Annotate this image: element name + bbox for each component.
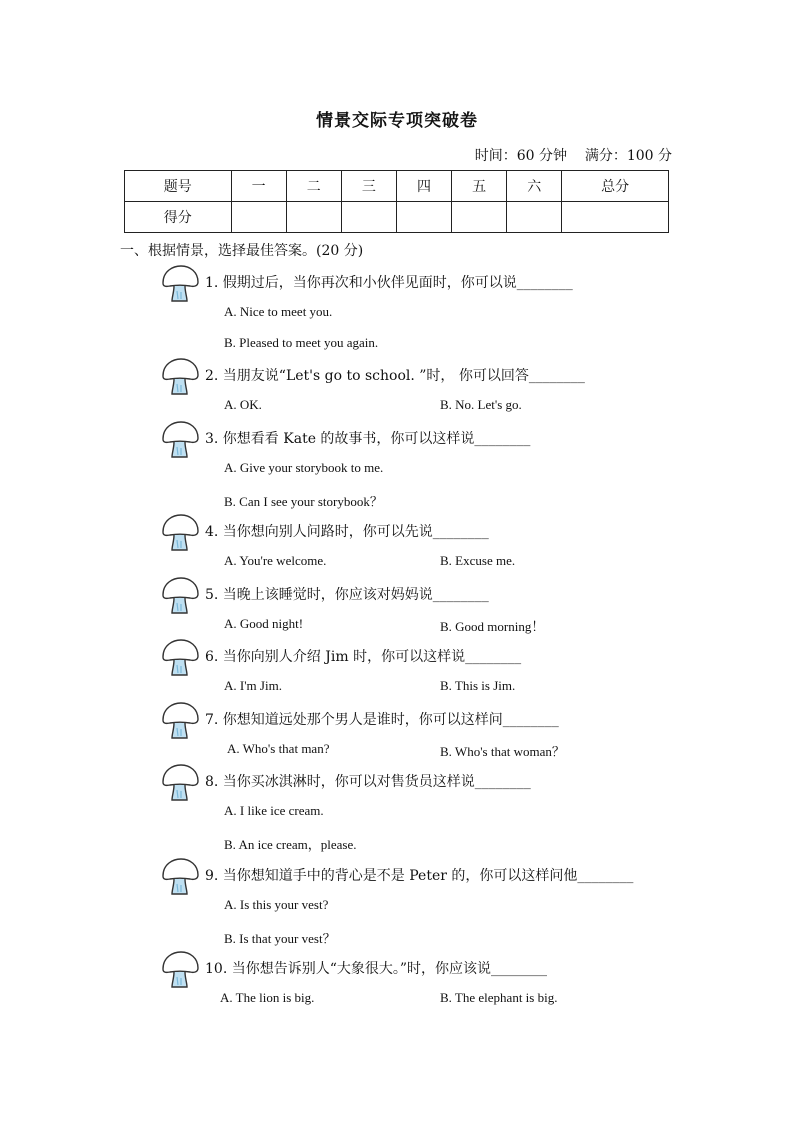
score-table-header-row	[125, 171, 669, 202]
score-header-cell: 总分	[562, 171, 669, 202]
score-cell[interactable]	[231, 202, 286, 233]
score-header-cell: 二	[286, 171, 341, 202]
option-b: B. Good morning！	[440, 619, 545, 634]
question-text: 8. 当你买冰淇淋时，你可以对售货员这样说________	[205, 774, 531, 790]
mushroom-icon	[160, 264, 200, 304]
score-header-cell: 题号	[125, 171, 232, 202]
score-table	[124, 170, 669, 233]
option-b: B. This is Jim.	[440, 678, 516, 693]
option-a: A. The lion is big.	[220, 990, 315, 1005]
mushroom-icon	[160, 638, 200, 678]
option-b: B. Is that your vest？	[224, 931, 336, 946]
option-a: A. Good night!	[224, 616, 304, 631]
question-text: 10. 当你想告诉别人“大象很大。”时，你应该说________	[205, 961, 548, 977]
question-text: 7. 你想知道远处那个男人是谁时，你可以这样问________	[205, 712, 559, 728]
score-cell[interactable]	[452, 202, 507, 233]
option-b: B. Who's that woman？	[440, 744, 565, 759]
score-header-cell: 三	[341, 171, 396, 202]
score-table-score-row	[125, 202, 669, 233]
exam-meta: 时间：60 分钟 满分：100 分	[474, 148, 672, 164]
score-cell[interactable]	[396, 202, 451, 233]
option-b: B. An ice cream，please.	[224, 837, 357, 852]
score-cell[interactable]	[507, 202, 562, 233]
question-text: 2. 当朋友说“Let's go to school. ”时， 你可以回答________	[205, 368, 585, 384]
score-cell[interactable]	[286, 202, 341, 233]
page-title: 情景交际专项突破卷	[316, 111, 478, 131]
score-header-cell: 四	[396, 171, 451, 202]
mushroom-icon	[160, 701, 200, 741]
mushroom-icon	[160, 857, 200, 897]
option-a: A. I'm Jim.	[224, 678, 282, 693]
option-b: B. Pleased to meet you again.	[224, 335, 379, 350]
question-text: 1. 假期过后，当你再次和小伙伴见面时，你可以说________	[205, 275, 573, 291]
option-a: A. You're welcome.	[224, 553, 327, 568]
question-text: 3. 你想看看 Kate 的故事书，你可以这样说________	[205, 431, 531, 447]
option-a: A. Who's that man?	[227, 741, 330, 756]
score-row-label: 得分	[125, 202, 232, 233]
score-cell[interactable]	[562, 202, 669, 233]
mushroom-icon	[160, 357, 200, 397]
option-b: B. Can I see your storybook？	[224, 494, 383, 509]
option-b: B. The elephant is big.	[440, 990, 558, 1005]
score-header-cell: 五	[452, 171, 507, 202]
question-text: 6. 当你向别人介绍 Jim 时，你可以这样说________	[205, 649, 522, 665]
mushroom-icon	[160, 576, 200, 616]
option-b: B. No. Let's go.	[440, 397, 522, 412]
option-a: A. Nice to meet you.	[224, 304, 333, 319]
score-header-cell: 一	[231, 171, 286, 202]
question-text: 5. 当晚上该睡觉时，你应该对妈妈说________	[205, 587, 489, 603]
score-header-cell: 六	[507, 171, 562, 202]
mushroom-icon	[160, 420, 200, 460]
option-b: B. Excuse me.	[440, 553, 516, 568]
mushroom-icon	[160, 763, 200, 803]
option-a: A. I like ice cream.	[224, 803, 324, 818]
option-a: A. Give your storybook to me.	[224, 460, 384, 475]
mushroom-icon	[160, 513, 200, 553]
mushroom-icon	[160, 950, 200, 990]
option-a: A. OK.	[224, 397, 262, 412]
score-cell[interactable]	[341, 202, 396, 233]
option-a: A. Is this your vest?	[224, 897, 329, 912]
question-text: 4. 当你想向别人问路时，你可以先说________	[205, 524, 489, 540]
question-text: 9. 当你想知道手中的背心是不是 Peter 的，你可以这样问他________	[205, 868, 634, 884]
section-heading: 一、根据情景，选择最佳答案。(20 分)	[120, 243, 364, 259]
